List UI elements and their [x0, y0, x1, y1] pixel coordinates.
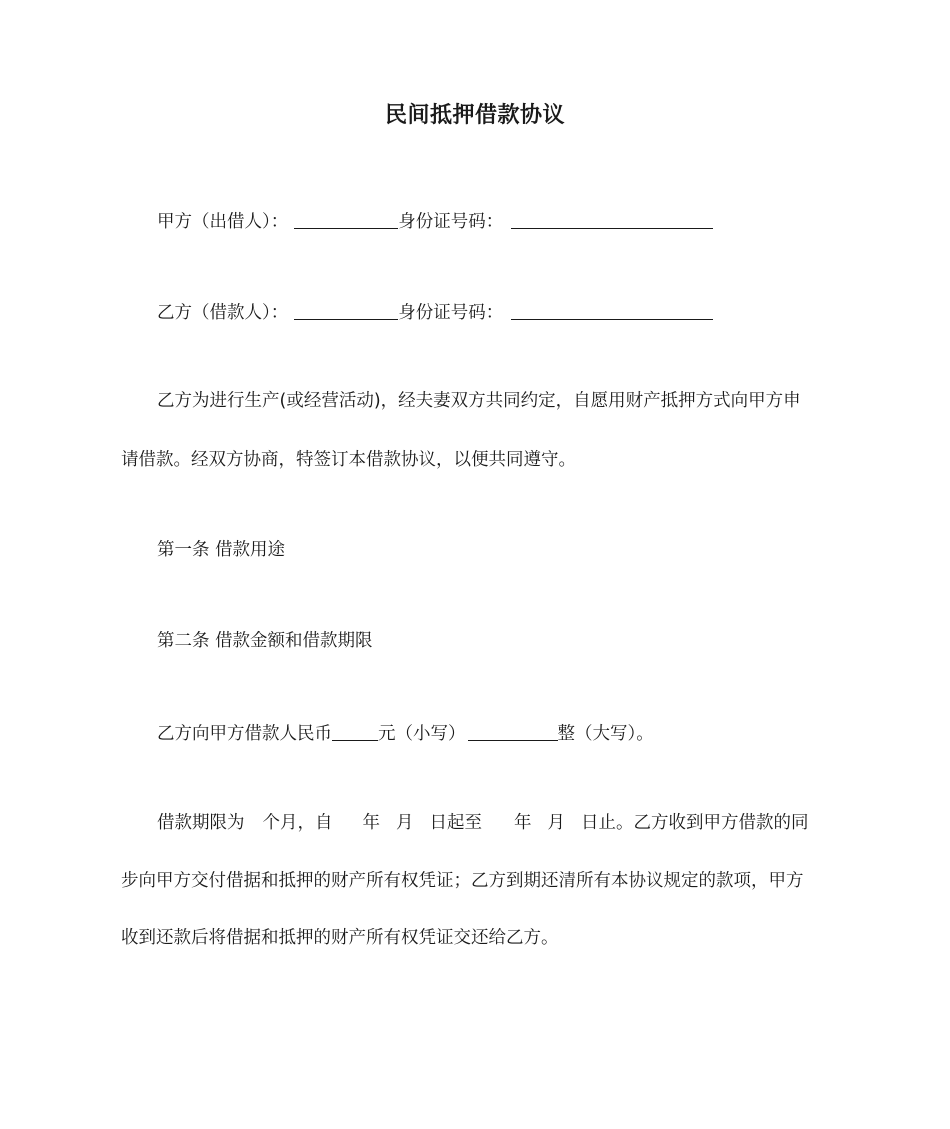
party-b-id-blank[interactable] [511, 301, 713, 320]
article-2-heading: 第二条 借款金额和借款期限 [157, 631, 373, 651]
party-a-id-blank[interactable] [511, 210, 713, 229]
amount-prefix: 乙方向甲方借款人民币 [157, 724, 332, 744]
term-part-1: 借款期限为 [157, 813, 245, 833]
party-a-label: 甲方（出借人）： [157, 212, 289, 232]
amount-small-blank[interactable] [332, 722, 378, 741]
term-part-3: 年 [362, 813, 380, 833]
document-title: 民间抵押借款协议 [384, 103, 565, 128]
term-part-7: 月 [547, 813, 565, 833]
party-b-id-label: 身份证号码： [398, 303, 504, 323]
party-b-name-blank[interactable] [294, 301, 398, 320]
term-part-8: 日止。乙方收到甲方借款的同 [581, 813, 809, 833]
article-1-heading: 第一条 借款用途 [157, 540, 286, 560]
party-a-name-blank[interactable] [294, 210, 398, 229]
amount-big-label: 整（大写）。 [557, 724, 654, 744]
preamble-line-1: 乙方为进行生产(或经营活动)，经夫妻双方共同约定，自愿用财产抵押方式向甲方申 [157, 391, 801, 411]
term-line-3: 收到还款后将借据和抵押的财产所有权凭证交还给乙方。 [121, 928, 559, 948]
term-line-1 [157, 811, 809, 835]
party-b-line [157, 299, 713, 325]
amount-small-label: 元（小写） [378, 724, 466, 744]
term-part-5: 日起至 [429, 813, 482, 833]
term-part-6: 年 [514, 813, 532, 833]
term-part-2: 个月，自 [262, 813, 333, 833]
amount-big-blank[interactable] [468, 722, 558, 741]
party-a-line [157, 208, 713, 234]
term-part-4: 月 [396, 813, 414, 833]
term-line-2: 步向甲方交付借据和抵押的财产所有权凭证；乙方到期还清所有本协议规定的款项，甲方 [121, 871, 804, 891]
preamble-line-2: 请借款。经双方协商，特签订本借款协议，以便共同遵守。 [121, 450, 576, 470]
party-b-label: 乙方（借款人）： [157, 303, 289, 323]
party-a-id-label: 身份证号码： [398, 212, 504, 232]
amount-line [157, 720, 654, 746]
